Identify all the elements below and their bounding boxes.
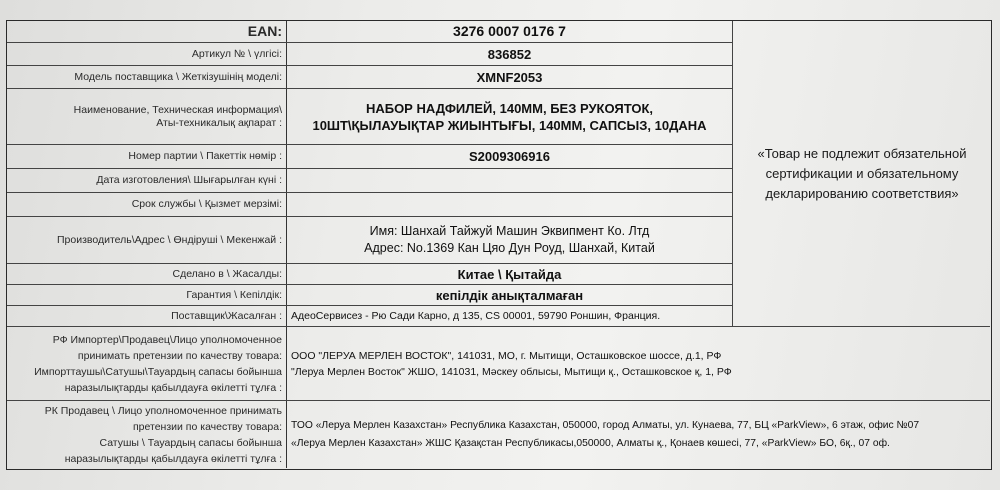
rk-seller-label-line3: Сатушы \ Тауардың сапасы бойынша bbox=[99, 436, 282, 449]
warranty-value: кепілдік анықталмаған bbox=[435, 287, 584, 303]
rk-seller-label-line1: РК Продавец \ Лицо уполномоченное принимать bbox=[44, 404, 282, 417]
rk-seller-value-line1: ТОО «Леруа Мерлен Казахстан» Республика Казахстан, 050000, город Алматы, ул. Кунаева, 77, БЦ «ParkView», 6 этаж, офис №07 bbox=[291, 419, 920, 431]
rf-importer-value-line1: ООО "ЛЕРУА МЕРЛЕН ВОСТОК", 141031, МО, г. Мытищи, Осташковское шоссе, д.1, РФ bbox=[291, 349, 722, 362]
supplier-value: АдеоСервисез - Рю Сади Карно, д 135, CS 00001, 59790 Роншин, Франция. bbox=[291, 310, 661, 322]
service-value bbox=[287, 193, 732, 216]
rk-seller-value bbox=[287, 401, 990, 468]
row-article bbox=[7, 43, 732, 66]
row-ean bbox=[7, 21, 732, 43]
producer-value-line1: Имя: Шанхай Тайжуй Машин Эквипмент Ко. Лтд bbox=[369, 224, 650, 238]
supplier-label: Поставщик\Жасалған : bbox=[7, 306, 287, 326]
article-value: 836852 bbox=[487, 46, 532, 62]
rf-importer-label-line1: РФ Импортер\Продавец\Лицо уполномоченное bbox=[52, 333, 282, 346]
ean-value: 3276 0007 0176 7 bbox=[453, 23, 566, 39]
rf-importer-label-line4: наразылықтарды қабылдауға өкілетті тұлға : bbox=[64, 381, 282, 394]
certification-notice: «Товар не подлежит обязательной сертификации и обязательному декларированию соответствия» bbox=[757, 146, 967, 201]
row-manufactured bbox=[7, 169, 732, 193]
made-in-label: Сделано в \ Жасалды: bbox=[7, 264, 287, 284]
rf-importer-value-line2: "Леруа Мерлен Восток" ЖШО, 141031, Мәскеу облысы, Мытищи қ., Осташковское қ, 1, РФ bbox=[291, 365, 732, 378]
service-label: Срок службы \ Қызмет мерзімі: bbox=[7, 193, 287, 216]
rk-seller-value-line2: «Леруа Мерлен Казахстан» ЖШС Қазақстан Республикасы,050000, Алматы қ., Қонаев көшесі, 77, «ParkView» БО, 6қ., 07 оф. bbox=[291, 437, 890, 449]
rk-seller-label-line4: наразылықтарды қабылдауға өкілетті тұлға : bbox=[64, 452, 282, 465]
rk-seller-label bbox=[7, 401, 287, 468]
rk-seller-label-line2: претензии по качеству товара: bbox=[133, 420, 282, 433]
name-value-line2: 10ШТ\ҚЫЛАУЫҚТАР ЖИЫНТЫҒЫ, 140ММ, САПСЫЗ, 10ДАНА bbox=[312, 117, 707, 133]
row-batch bbox=[7, 145, 732, 169]
batch-value: S2009306916 bbox=[469, 149, 550, 164]
batch-label: Номер партии \ Пакеттік нөмір : bbox=[7, 145, 287, 168]
row-warranty bbox=[7, 285, 732, 306]
row-producer bbox=[7, 217, 732, 264]
manufactured-label: Дата изготовления\ Шығарылған күні : bbox=[7, 169, 287, 192]
row-model bbox=[7, 66, 732, 89]
article-label: Артикул № \ үлгісі: bbox=[7, 43, 287, 65]
name-label-line2: Аты-техникалық ақпарат : bbox=[156, 116, 282, 129]
name-value bbox=[287, 89, 732, 144]
made-in-value: Китае \ Қытайда bbox=[457, 266, 562, 282]
name-value-line1: НАБОР НАДФИЛЕЙ, 140ММ, БЕЗ РУКОЯТОК, bbox=[365, 100, 654, 116]
rf-importer-label-line3: Импорттаушы\Сатушы\Тауардың сапасы бойынша bbox=[34, 365, 282, 378]
row-name bbox=[7, 89, 732, 145]
name-label-line1: Наименование, Техническая информация\ bbox=[73, 103, 282, 116]
rf-importer-label bbox=[7, 327, 287, 400]
model-value: XMNF2053 bbox=[476, 69, 543, 85]
warranty-label: Гарантия \ Кепілдік: bbox=[7, 285, 287, 305]
row-rk-seller bbox=[7, 401, 990, 468]
product-info-table bbox=[6, 20, 992, 470]
ean-label: EAN: bbox=[7, 21, 287, 42]
producer-value bbox=[287, 217, 732, 263]
row-made-in bbox=[7, 264, 732, 285]
rf-importer-label-line2: принимать претензии по качеству товара: bbox=[77, 349, 282, 362]
producer-value-line2: Адрес: No.1369 Кан Цяо Дун Роуд, Шанхай, Китай bbox=[364, 241, 655, 255]
manufactured-value bbox=[287, 169, 732, 192]
row-rf-importer bbox=[7, 327, 990, 401]
row-supplier bbox=[7, 306, 990, 327]
name-label bbox=[7, 89, 287, 144]
model-label: Модель поставщика \ Жеткізушінің моделі: bbox=[7, 66, 287, 88]
row-service bbox=[7, 193, 732, 217]
rf-importer-value bbox=[287, 327, 990, 400]
producer-label: Производитель\Адрес \ Өндіруші \ Мекенжай : bbox=[7, 217, 287, 263]
